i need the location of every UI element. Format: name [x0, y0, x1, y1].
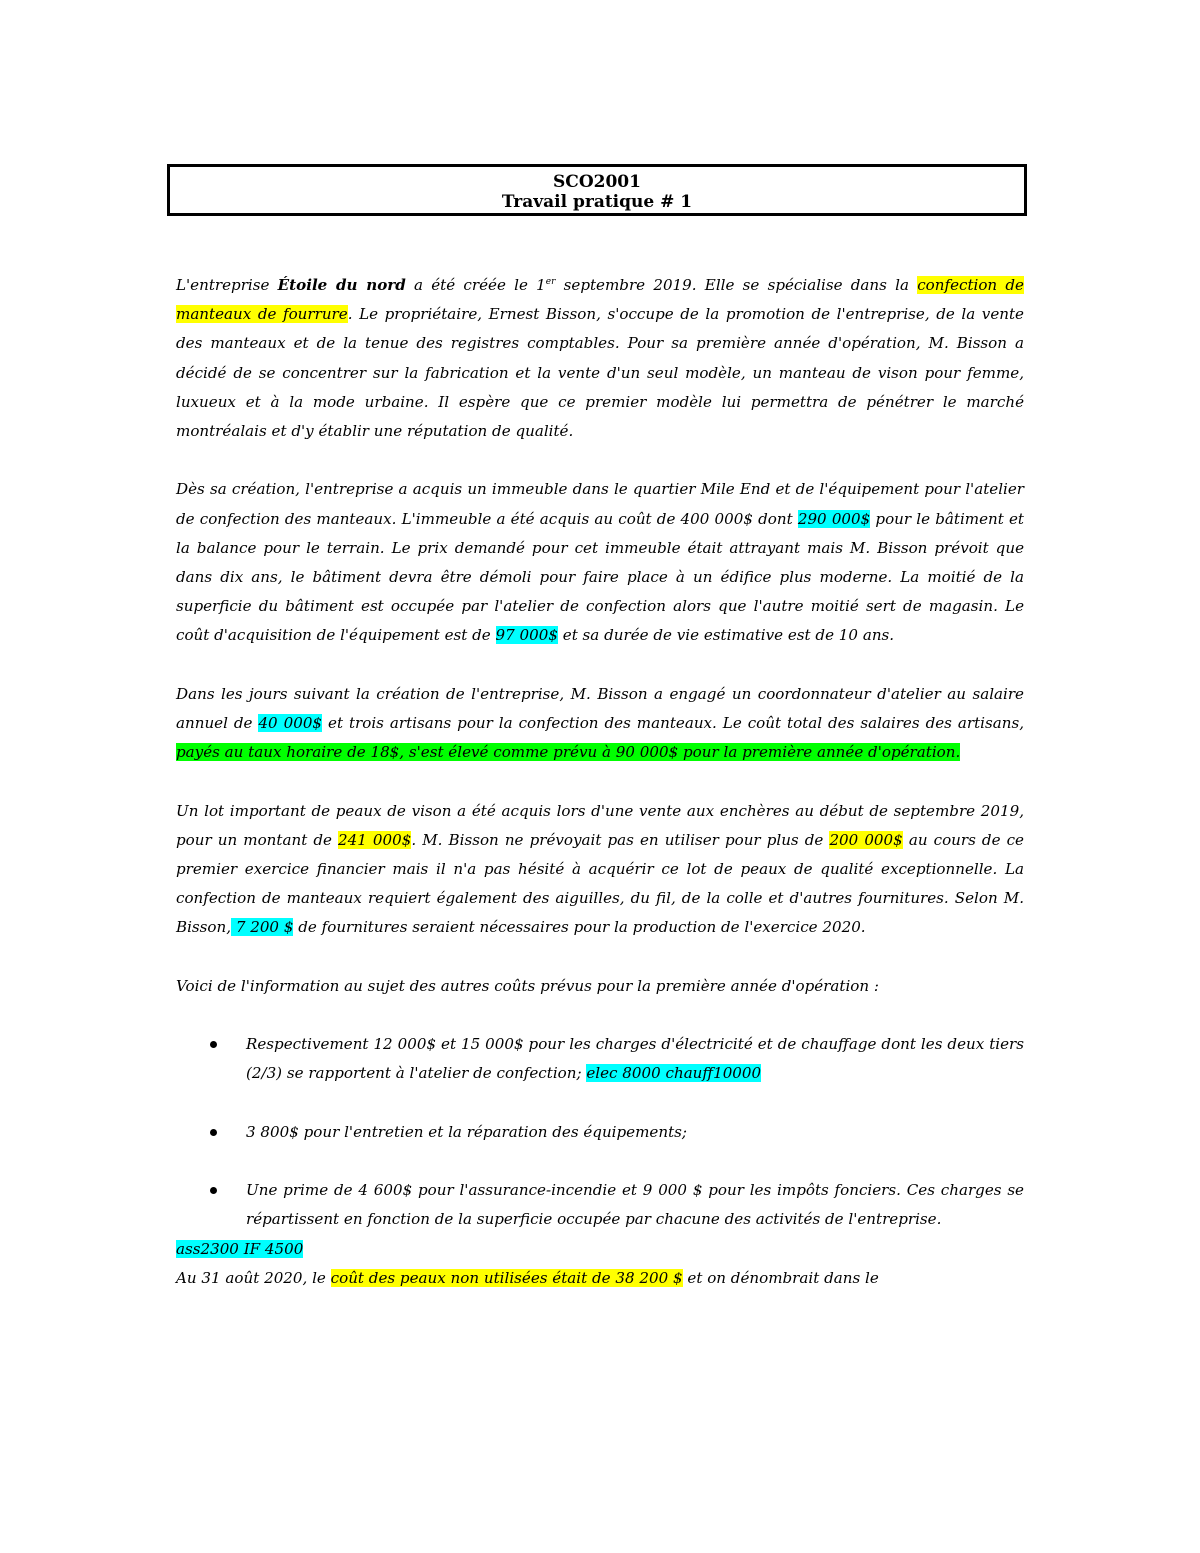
list-item — [176, 1030, 1024, 1088]
highlight-yellow: 200 000$ — [829, 830, 903, 849]
text-span: Une prime de 4 600$ pour l'assurance-incendie et 9 000 $ pour les impôts fonciers. Ces charges se répartissent en fonction de la superficie occupée par chacune des activités de l'entreprise. — [246, 1181, 1024, 1229]
highlight-cyan: ass2300 IF 4500 — [176, 1239, 304, 1258]
text-span: a été créée le 1 — [405, 276, 546, 294]
text-span: L'entreprise — [176, 276, 278, 294]
text-span: . Le propriétaire, Ernest Bisson, s'occupe de la promotion de l'entreprise, de la vente des manteaux et de la tenue des registres comptables. Pour sa première année d'opération, M. Bisson a décidé de se concentrer sur la fabrication et la vente d'un seul modèle, un manteau de vison pour femme, luxueux et à la mode urbaine. Il espère que ce premier modèle lui permettra de pénétrer le marché montréalais et d'y établir une réputation de qualité. — [176, 305, 1024, 441]
paragraph-materials — [176, 797, 1024, 943]
bullet-icon — [210, 1129, 217, 1136]
text-span: au cours de ce premier exercice financier mais il n'a pas hésité à acquérir ce lot de peaux de qualité exceptionnelle. La confection de manteaux requiert également des aiguilles, du fil, de la colle et d'autres fournitures. Selon M. Bisson, — [176, 830, 1024, 937]
text-span: et trois artisans pour la confection des manteaux. Le coût total des salaires des artisans, — [322, 714, 1024, 733]
text-span: Dès sa création, l'entreprise a acquis un immeuble dans le quartier Mile End et de l'équipement pour l'atelier de confection des manteaux. L'immeuble a été acquis au coût de 400 000$ dont — [176, 480, 1024, 528]
note-line — [176, 1235, 1024, 1264]
text-span: . M. Bisson ne prévoyait pas en utiliser pour plus de — [411, 830, 830, 849]
text-span: Un lot important de peaux de vison a été acquis lors d'une vente aux enchères au début de septembre 2019, pour un montant de — [176, 801, 1024, 849]
text-span: septembre 2019. Elle se spécialise dans la — [555, 276, 918, 294]
text-span: Au 31 août 2020, le — [176, 1268, 331, 1287]
bullet-icon — [210, 1187, 217, 1194]
list-item — [176, 1176, 1024, 1234]
bullet-icon — [210, 1041, 217, 1048]
highlight-yellow: 241 000$ — [338, 830, 412, 849]
text-span: et sa durée de vie estimative est de 10 ans. — [557, 626, 895, 645]
text-span: 3 800$ pour l'entretien et la réparation des équipements; — [246, 1122, 687, 1141]
document-body — [176, 271, 1024, 1293]
highlight-cyan: elec 8000 chauff10000 — [586, 1064, 762, 1083]
paragraph-other-costs-intro: Voici de l'information au sujet des autres coûts prévus pour la première année d'opération : — [176, 976, 880, 995]
highlight-yellow: coût des peaux non utilisées était de 38 200 $ — [330, 1268, 683, 1287]
paragraph-closing — [176, 1264, 1024, 1293]
text-span: pour le bâtiment et la balance pour le terrain. Le prix demandé pour cet immeuble était attrayant mais M. Bisson prévoit que dans dix ans, le bâtiment devra être démoli pour faire place à un édifice plus moderne. La moitié de la superficie du bâtiment est occupée par l'atelier de confection alors que l'autre moitié sert de magasin. Le coût d'acquisition de l'équipement est de — [176, 509, 1024, 645]
highlight-yellow: confection de manteaux de fourrure — [176, 276, 1024, 324]
company-name: Étoile du nord — [277, 276, 406, 294]
course-code: SCO2001 — [553, 172, 641, 192]
cost-list — [176, 1030, 1024, 1234]
text-span: Dans les jours suivant la création de l'entreprise, M. Bisson a engagé un coordonnateur d'atelier au salaire annuel de — [176, 684, 1024, 733]
highlight-cyan: 290 000$ — [797, 509, 871, 528]
paragraph-building — [176, 475, 1024, 650]
assignment-title: Travail pratique # 1 — [501, 192, 693, 212]
text-span: et on dénombrait dans le — [682, 1268, 879, 1287]
highlight-cyan: 40 000$ — [258, 714, 323, 733]
paragraph-salaries — [176, 680, 1024, 768]
list-item — [176, 1118, 1024, 1147]
superscript: er — [545, 276, 556, 287]
highlight-cyan: 7 200 $ — [231, 918, 294, 937]
title-box — [167, 164, 1027, 216]
text-span: Respectivement 12 000$ et 15 000$ pour les charges d'électricité et de chauffage dont les deux tiers (2/3) se rapportent à l'atelier de confection; — [246, 1035, 1024, 1083]
highlight-cyan: 97 000$ — [495, 626, 558, 645]
paragraph-intro — [176, 271, 1024, 446]
text-span: de fournitures seraient nécessaires pour la production de l'exercice 2020. — [293, 918, 866, 937]
highlight-green: payés au taux horaire de 18$, s'est élevé comme prévu à 90 000$ pour la première année d'opération. — [176, 743, 961, 762]
